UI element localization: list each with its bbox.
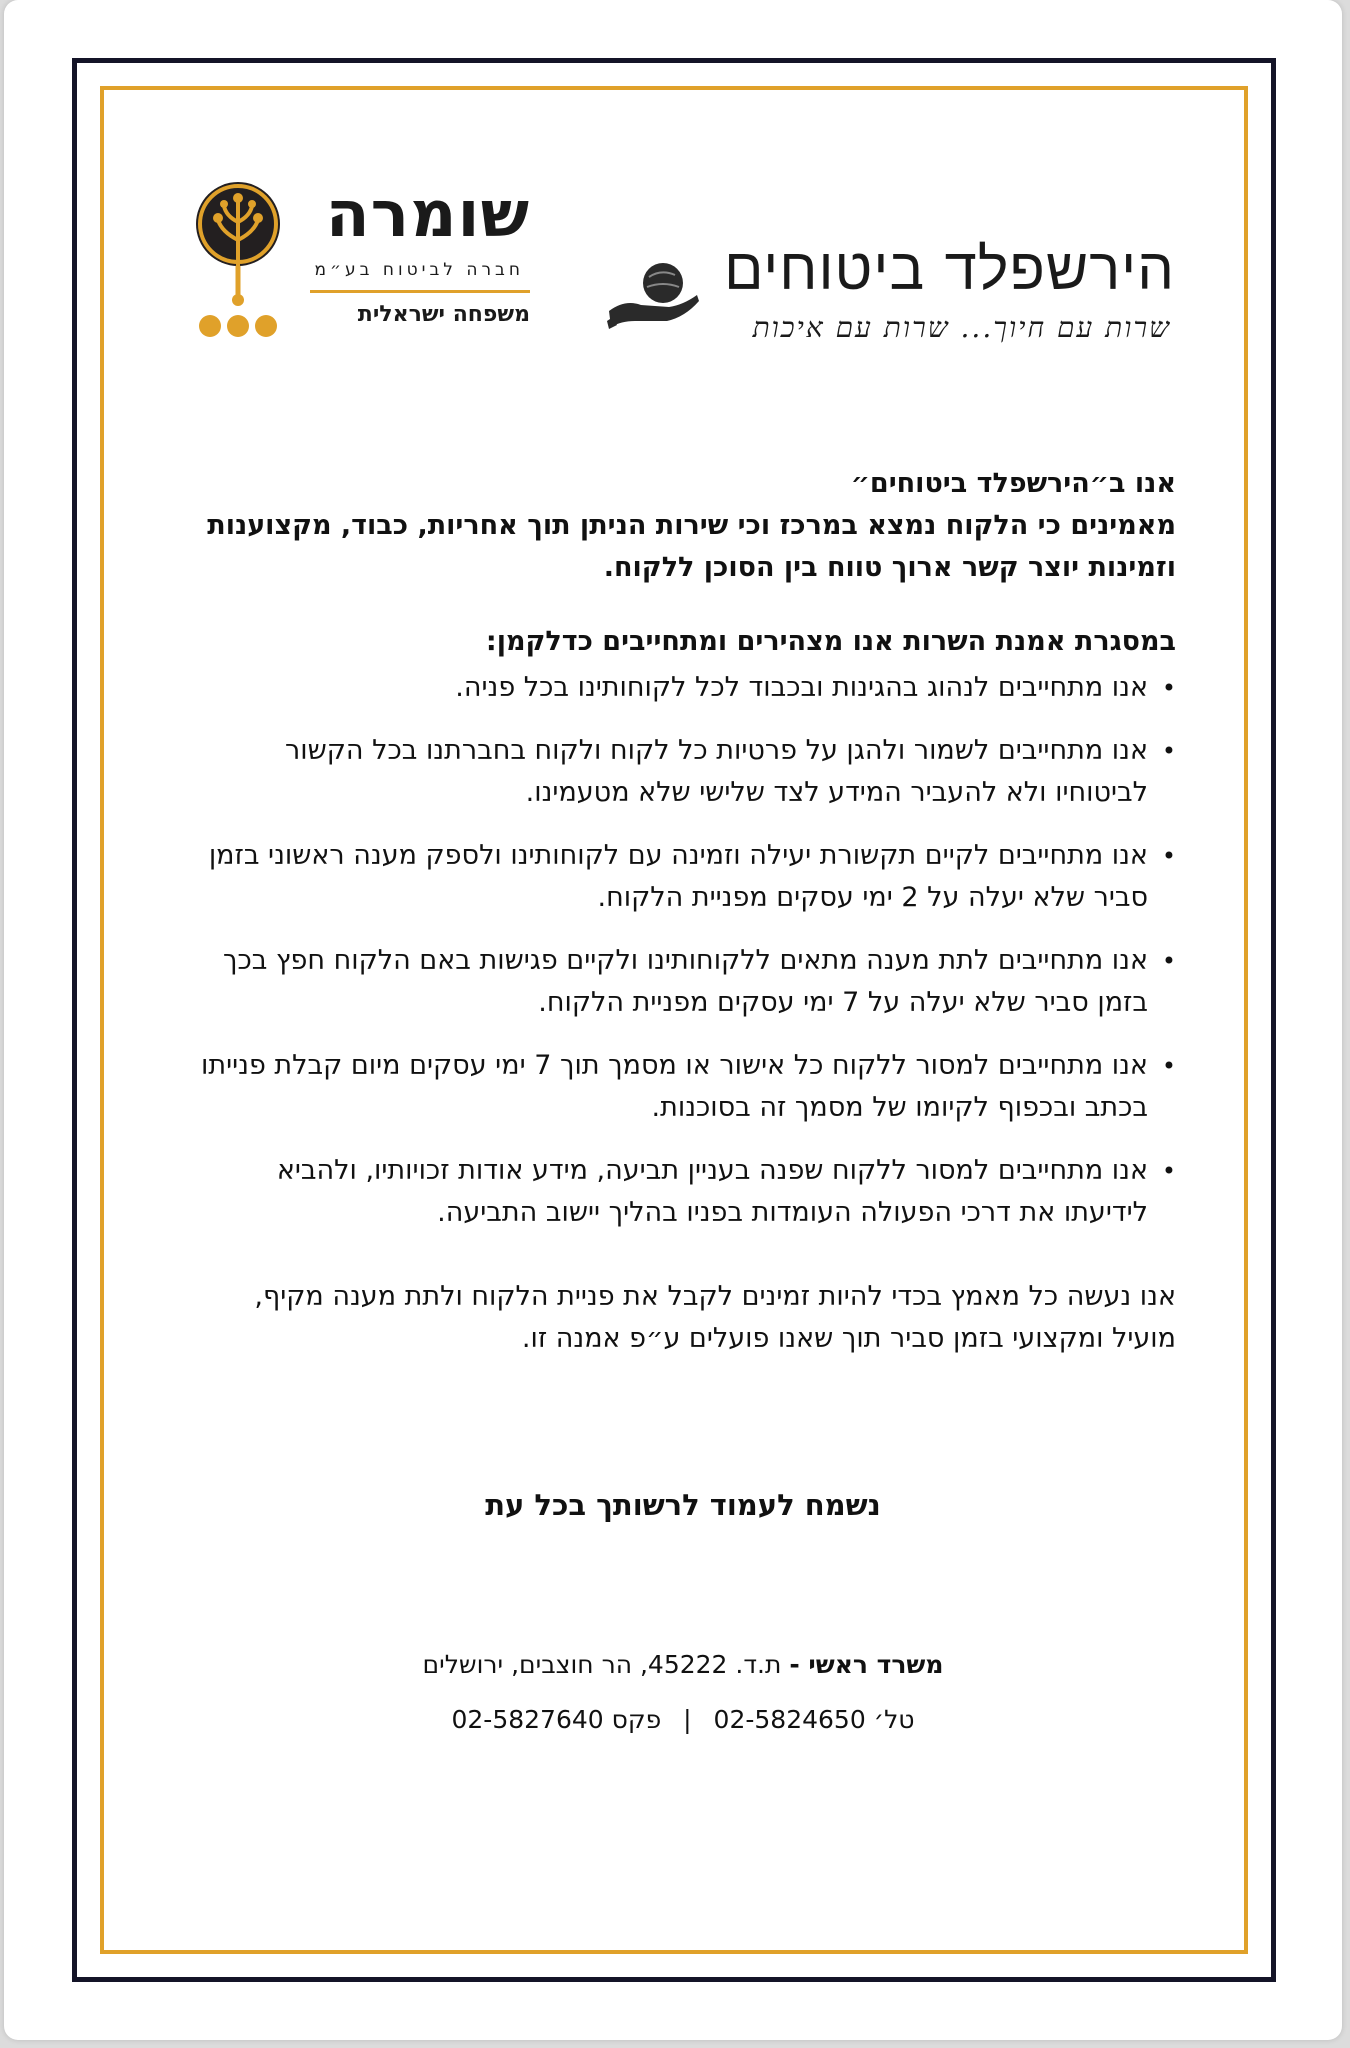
- list-item: [190, 667, 1176, 709]
- section-title: במסגרת אמנת השרות אנו מצהירים ומתחייבים כדלקמן:: [485, 626, 1176, 657]
- list-item: [190, 940, 1176, 1024]
- charter-body: [190, 463, 1176, 1360]
- bullet: •: [1161, 842, 1176, 870]
- list-item: [190, 1045, 1176, 1129]
- contact-phones: [190, 1705, 1176, 1734]
- hirschfeld-slogan: שרות עם חיוך... שרות עם איכות: [752, 311, 1171, 344]
- hirschfeld-name: הירשפלד ביטוחים: [724, 235, 1175, 303]
- commitment-text: אנו מתחייבים לנהוג בהגינות ובכבוד לכל לקוחותינו בכל פניה.: [455, 672, 1148, 703]
- closing-paragraph: אנו נעשה כל מאמץ בכדי להיות זמינים לקבל את פניית הלקוח ולתת מענה מקיף, מועיל ומקצועי בזמן סביר תוך שאנו פועלים ע״פ אמנה זו.: [254, 1281, 1176, 1354]
- intro-line-2: מאמינים כי הלקוח נמצא במרכז וכי שירות הניתן תוך אחריות, כבוד, מקצוענות וזמינות יוצר קשר ארוך טווח בין הסוכן ללקוח.: [207, 510, 1176, 583]
- list-item: [190, 730, 1176, 814]
- phone-number: טל׳ 02-5824650: [713, 1705, 915, 1734]
- separator: |: [683, 1705, 692, 1734]
- fax-number: פקס 02-5827640: [451, 1705, 662, 1734]
- bullet: •: [1161, 674, 1176, 702]
- bullet: •: [1161, 737, 1176, 765]
- commitment-text: אנו מתחייבים לשמור ולהגן על פרטיות כל לקוח ולקוח בחברתנו בכל הקשור לביטוחיו ולא להעביר המידע לצד שלישי שלא מטעמינו.: [285, 735, 1148, 808]
- closing-slogan: נשמח לעמוד לרשותך בכל עת: [485, 1488, 881, 1522]
- commitment-text: אנו מתחייבים לקיים תקשורת יעילה וזמינה עם לקוחותינו ולספק מענה ראשוני בזמן סביר שלא יעלה על 2 ימי עסקים מפניית הלקוח.: [208, 840, 1148, 913]
- hirschfeld-logo: [605, 235, 1175, 355]
- commitment-text: אנו מתחייבים לתת מענה מתאים ללקוחותינו ולקיים פגישות באם הלקוח חפץ בכך בזמן סביר שלא יעלה על 7 ימי עסקים מפניית הלקוח.: [222, 945, 1148, 1018]
- head-office-address: [190, 1650, 1176, 1679]
- address-text: ת.ד. 45222, הר חוצבים, ירושלים: [422, 1650, 782, 1679]
- commitments-list: [190, 667, 1176, 1234]
- bullet: •: [1161, 1157, 1176, 1185]
- shomera-logo: [190, 180, 530, 350]
- hand-holding-globe-icon: [605, 255, 705, 335]
- bullet: •: [1161, 947, 1176, 975]
- shomera-tagline: משפחה ישראלית: [357, 302, 530, 327]
- tree-icon: [190, 180, 286, 350]
- office-label: משרד ראשי -: [789, 1650, 944, 1679]
- commitment-text: אנו מתחייבים למסור ללקוח שפנה בעניין תביעה, מידע אודות זכויותיו, ולהביא לידיעתו את דרכי הפעולה העומדות בפניו בהליך יישוב התביעה.: [276, 1155, 1148, 1228]
- commitment-text: אנו מתחייבים למסור ללקוח כל אישור או מסמך תוך 7 ימי עסקים מיום קבלת פנייתו בכתב ובכפוף לקיומו של מסמך זה בסוכנות.: [200, 1050, 1148, 1123]
- shomera-divider: [310, 290, 530, 293]
- intro-line-1: אנו ב״הירשפלד ביטוחים״: [850, 468, 1176, 499]
- shomera-subtitle: חברה לביטוח בע״מ: [314, 260, 524, 280]
- shomera-name: שומרה: [325, 178, 530, 252]
- list-item: [190, 1150, 1176, 1234]
- list-item: [190, 835, 1176, 919]
- bullet: •: [1161, 1052, 1176, 1080]
